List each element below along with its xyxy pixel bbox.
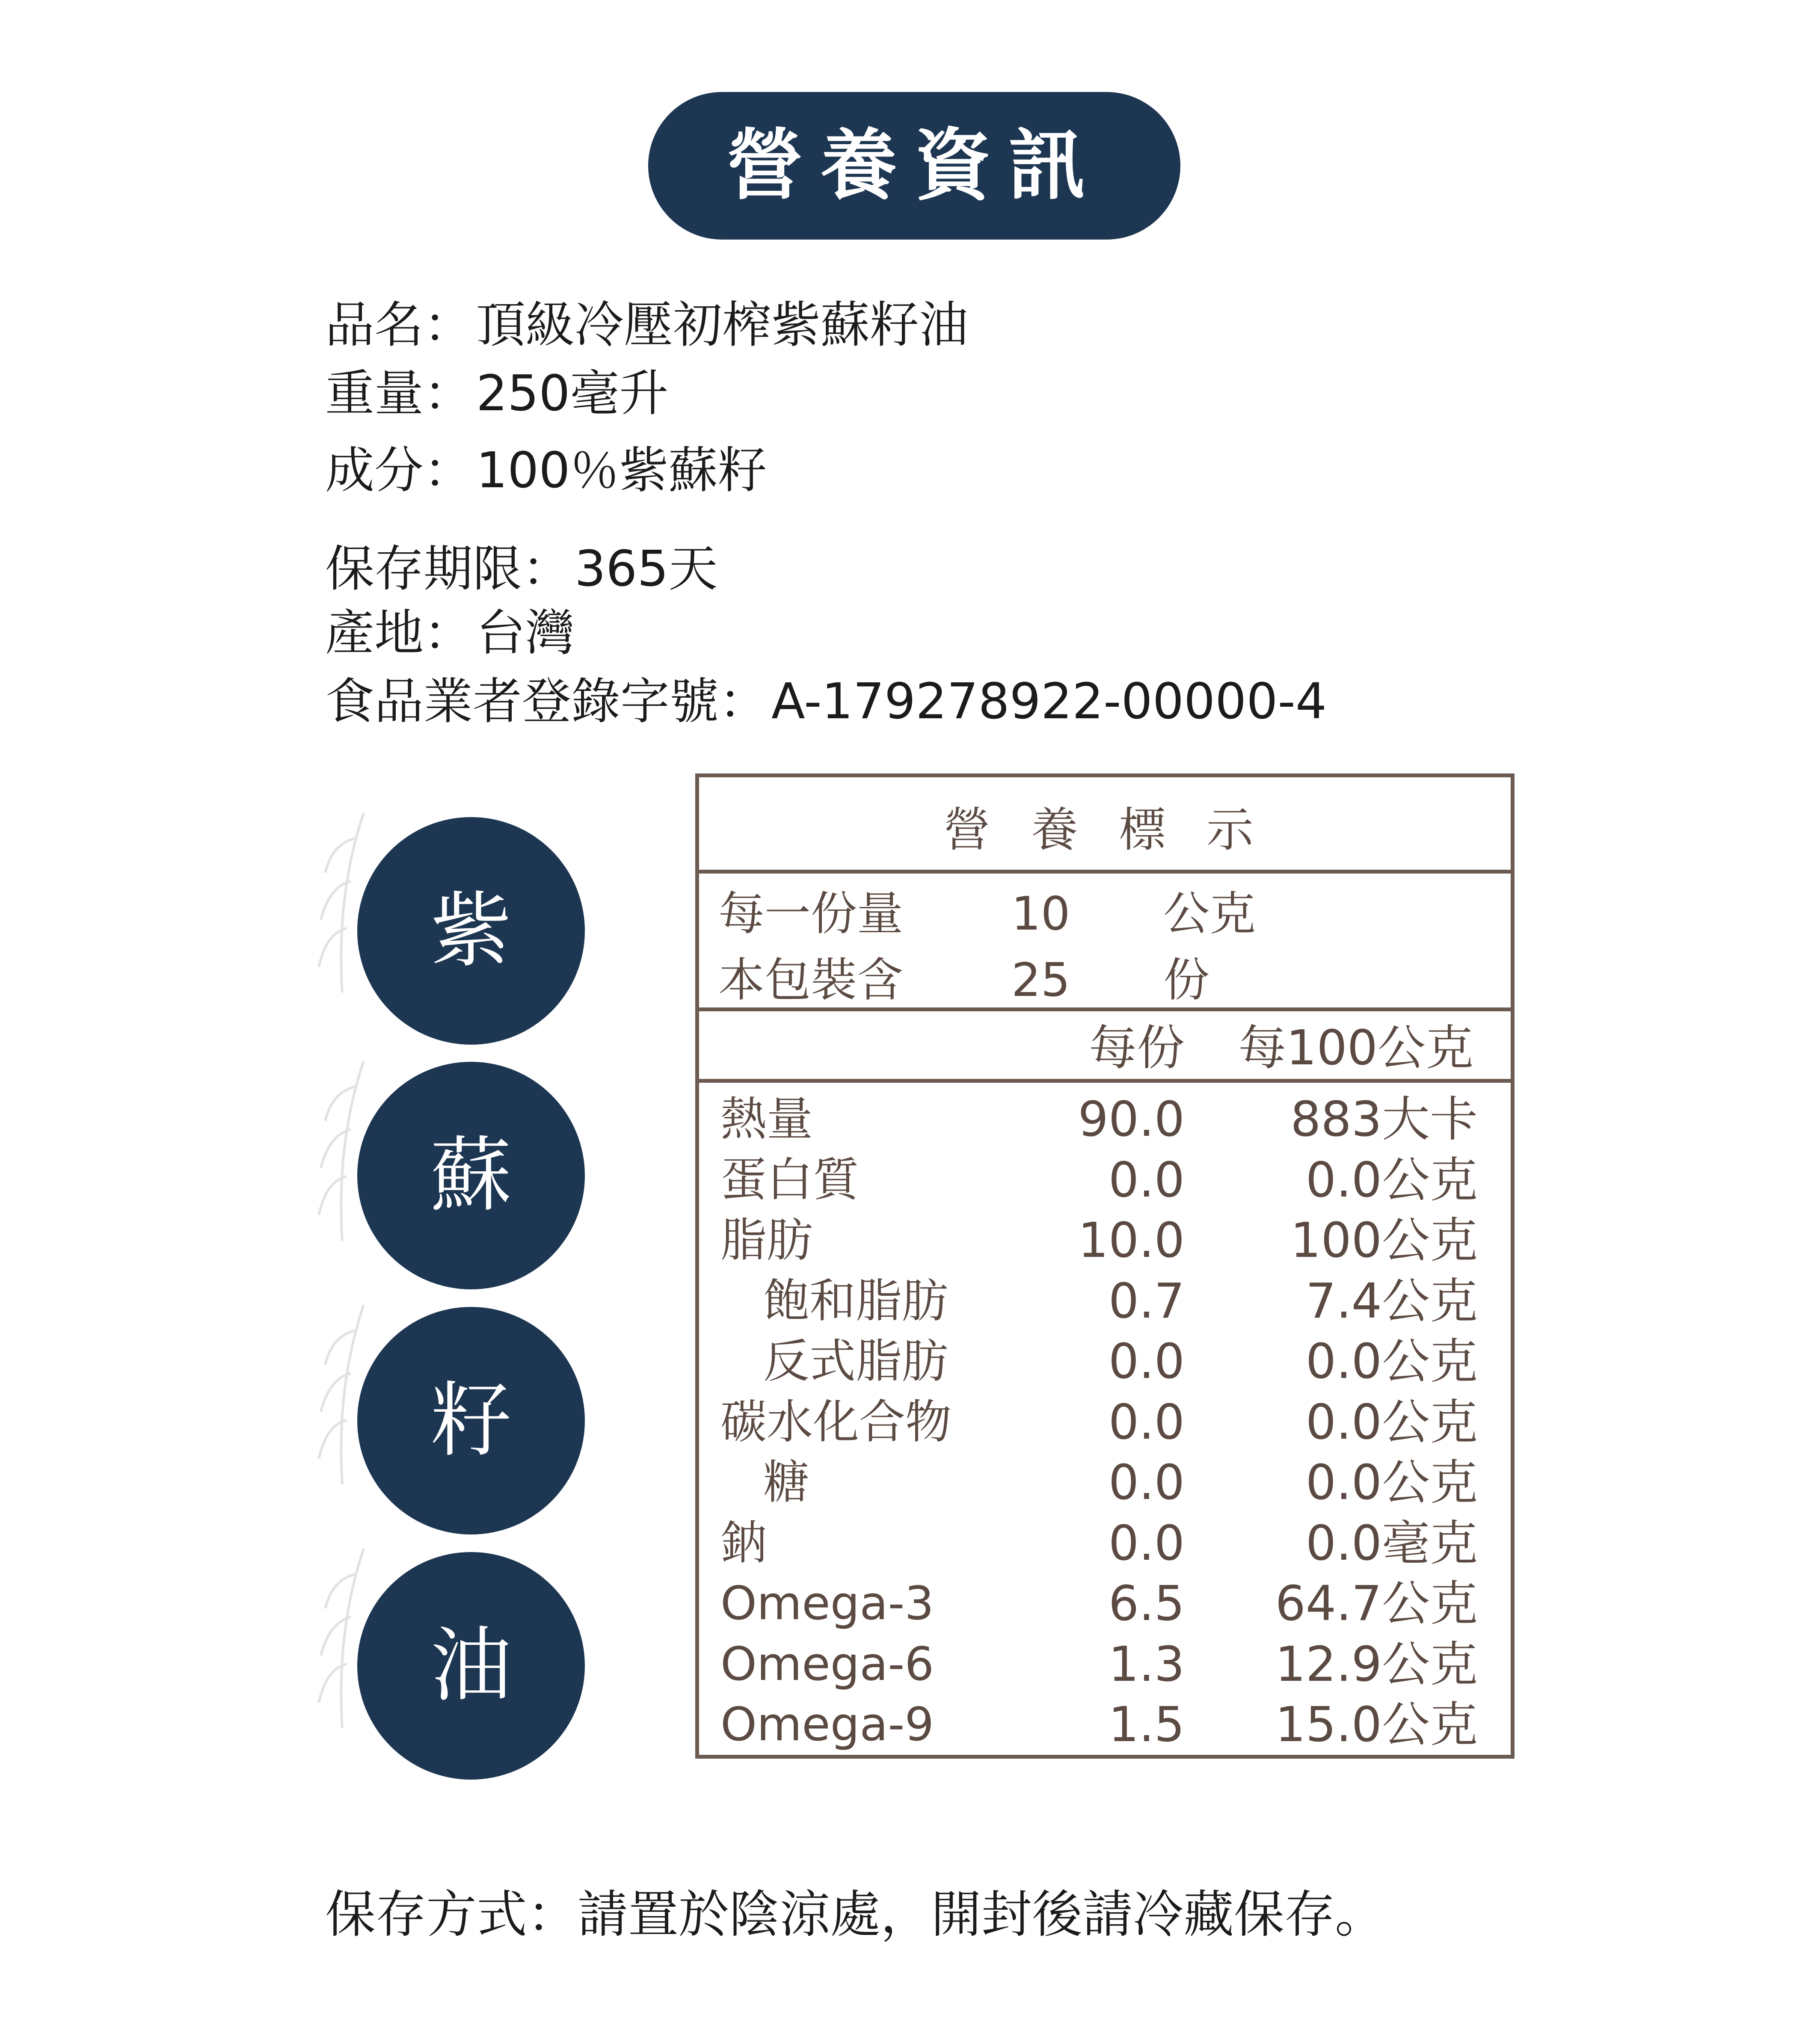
nutrition-table-title: 營 養 標 示 [943, 803, 1266, 857]
nutrient-per-serving: 1.5 [1108, 1697, 1185, 1753]
shelf-life-label: 保存期限： [325, 540, 572, 598]
servings-per-pack-label: 本包裝含 [718, 954, 904, 1007]
nutrient-name: Omega-6 [720, 1638, 934, 1691]
table-divider [699, 1079, 1511, 1083]
product-weight-value: 250毫升 [476, 365, 669, 422]
storage-label: 保存方式： [325, 1885, 578, 1944]
servings-per-pack-unit: 份 [1163, 954, 1210, 1007]
servings-per-pack-value: 25 [1011, 954, 1070, 1007]
storage-value: 請置於陰涼處，開封後請冷藏保存。 [578, 1885, 1386, 1944]
registration-value: A-179278922-00000-4 [771, 673, 1327, 730]
storage-line [325, 1884, 1385, 1944]
serving-size-unit: 公克 [1163, 887, 1256, 941]
nutrient-per-serving: 6.5 [1108, 1576, 1185, 1632]
product-name-value: 頂級冷壓初榨紫蘇籽油 [476, 296, 969, 354]
nutrient-name: 反式脂肪 [763, 1335, 949, 1388]
nutrient-per-serving: 0.0 [1108, 1152, 1185, 1208]
nutrient-per-100g: 883大卡 [1290, 1092, 1478, 1147]
origin-label: 產地： [325, 604, 473, 662]
product-name-label: 品名： [325, 296, 473, 354]
nutrient-per-100g: 7.4公克 [1305, 1274, 1478, 1329]
table-divider [699, 870, 1511, 874]
page-title: 營養資訊 [648, 92, 1180, 240]
nutrient-per-serving: 0.0 [1108, 1334, 1185, 1389]
side-circle-1: 紫 [357, 817, 585, 1045]
side-circle-4: 油 [357, 1552, 585, 1780]
column-header-per-100g: 每100公克 [1238, 1020, 1473, 1076]
shelf-life-line [325, 539, 718, 599]
origin-value: 台灣 [476, 604, 575, 662]
product-weight-label: 重量： [325, 365, 473, 422]
nutrient-name: 飽和脂肪 [763, 1274, 949, 1328]
nutrient-per-serving: 90.0 [1078, 1092, 1185, 1147]
nutrient-name: 脂肪 [720, 1214, 813, 1267]
registration-line [325, 672, 1327, 732]
nutrient-per-serving: 1.3 [1108, 1637, 1185, 1692]
product-ingredients-value: 100％紫蘇籽 [476, 442, 767, 499]
nutrient-name: 碳水化合物 [720, 1395, 952, 1449]
table-divider [699, 1007, 1511, 1011]
product-ingredients-label: 成分： [325, 442, 473, 499]
nutrient-per-100g: 0.0公克 [1305, 1334, 1478, 1389]
product-weight-line [325, 364, 669, 424]
nutrient-name: 鈉 [720, 1517, 767, 1570]
nutrient-per-serving: 10.0 [1078, 1213, 1185, 1268]
registration-label: 食品業者登錄字號： [325, 673, 768, 730]
nutrient-name: 熱量 [720, 1093, 813, 1146]
nutrition-table [695, 773, 1515, 1759]
serving-size-label: 每一份量 [718, 887, 904, 941]
nutrient-per-serving: 0.0 [1108, 1395, 1185, 1450]
shelf-life-value: 365天 [575, 540, 718, 598]
nutrient-name: Omega-3 [720, 1577, 934, 1630]
column-header-per-serving: 每份 [1089, 1020, 1185, 1076]
product-ingredients-line [325, 441, 767, 501]
nutrient-name: 蛋白質 [720, 1153, 860, 1207]
nutrient-per-serving: 0.0 [1108, 1455, 1185, 1511]
nutrient-per-100g: 100公克 [1290, 1213, 1478, 1268]
nutrient-per-100g: 0.0公克 [1305, 1395, 1478, 1450]
side-circle-2: 蘇 [357, 1062, 585, 1289]
side-circle-3: 籽 [357, 1307, 585, 1534]
nutrient-per-100g: 0.0毫克 [1305, 1516, 1478, 1571]
product-name-line [325, 295, 968, 355]
nutrient-per-100g: 64.7公克 [1275, 1576, 1478, 1632]
nutrient-per-100g: 15.0公克 [1275, 1697, 1478, 1753]
nutrient-name: Omega-9 [720, 1698, 934, 1751]
nutrient-name: 糖 [763, 1456, 810, 1509]
nutrient-per-serving: 0.7 [1108, 1274, 1185, 1329]
nutrient-per-100g: 0.0公克 [1305, 1152, 1478, 1208]
nutrient-per-serving: 0.0 [1108, 1516, 1185, 1571]
serving-size-value: 10 [1011, 887, 1070, 941]
nutrient-per-100g: 0.0公克 [1305, 1455, 1478, 1511]
nutrient-per-100g: 12.9公克 [1275, 1637, 1478, 1692]
origin-line [325, 603, 575, 663]
